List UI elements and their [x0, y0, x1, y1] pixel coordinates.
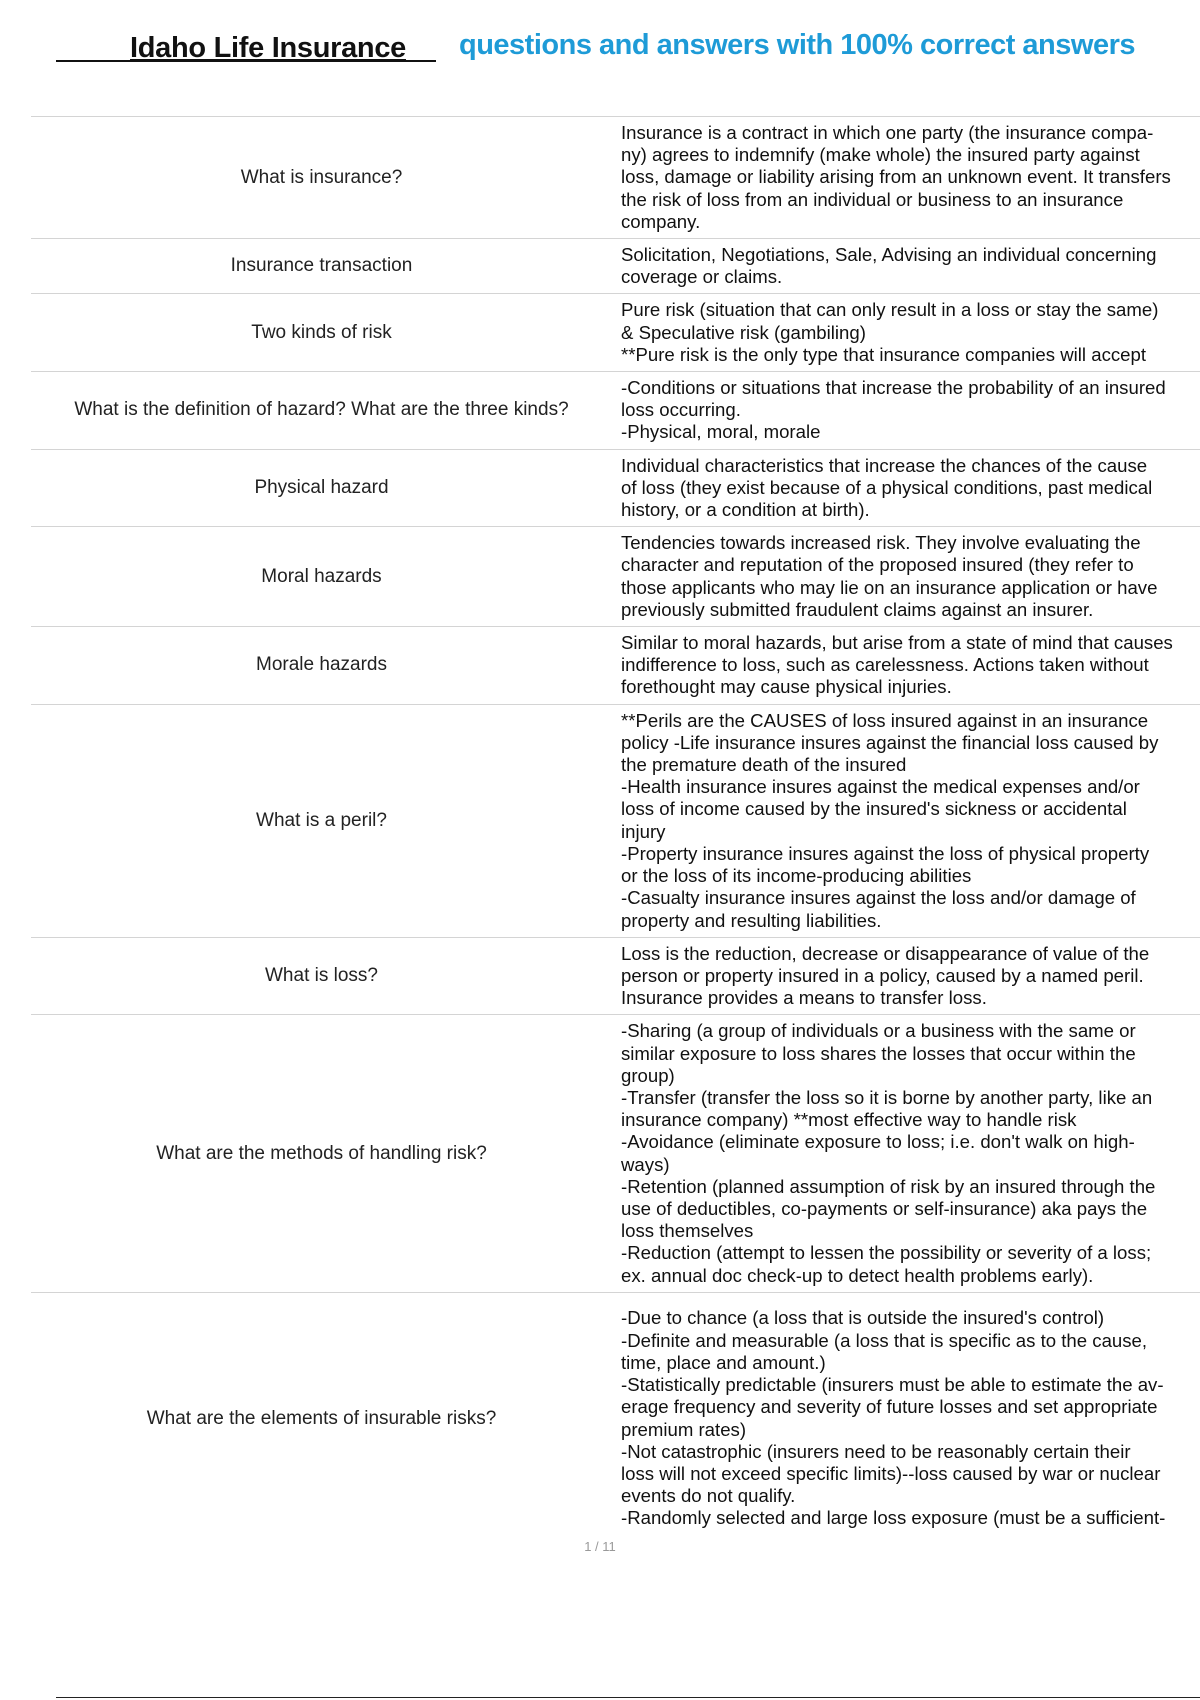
answer-cell: Loss is the reduction, decrease or disappearance of value of the person or property insured in a policy, caused by a named peril. Insurance provides a means to transfer loss. — [612, 937, 1200, 1015]
qa-row — [31, 449, 1200, 527]
qa-row — [31, 704, 1200, 937]
bottom-divider — [56, 1697, 1200, 1698]
page-indicator: 1 / 11 — [584, 1539, 616, 1554]
qa-row — [31, 627, 1200, 705]
document-title: Idaho Life Insurance — [130, 32, 406, 64]
page-header — [56, 26, 1156, 70]
answer-cell: Solicitation, Negotiations, Sale, Advising an individual concerning coverage or claims. — [612, 239, 1200, 294]
answer-cell: -Due to chance (a loss that is outside the insured's control) -Definite and measurable (a loss that is specific as to the cause, time, place and amount.) -Statistically predictable (insurers must be able to estimate the av- erage frequency and severity of future losses and set appropriate premium rates) -Not catastrophic (insurers need to be reasonably certain their loss will not exceed specific limits)--loss caused by war or nuclear events do not qualify. -Randomly selected and large loss exposure (must be a sufficient- — [612, 1292, 1200, 1544]
question-cell: What are the elements of insurable risks? — [31, 1292, 612, 1544]
answer-cell: Individual characteristics that increase the chances of the cause of loss (they exist because of a physical conditions, past medical history, or a condition at birth). — [612, 449, 1200, 527]
question-cell: Morale hazards — [31, 627, 612, 705]
question-cell: What is a peril? — [31, 704, 612, 937]
qa-row — [31, 1015, 1200, 1292]
qa-row — [31, 527, 1200, 627]
qa-row — [31, 239, 1200, 294]
answer-cell: -Sharing (a group of individuals or a business with the same or similar exposure to loss shares the losses that occur within the group) -Transfer (transfer the loss so it is borne by another party, like an insurance company) **most effective way to handle risk -Avoidance (eliminate exposure to loss; i.e. don't walk on high- ways) -Retention (planned assumption of risk by an insured through the use of deductibles, co-payments or self-insurance) aka pays the loss themselves -Reduction (attempt to lessen the possibility or severity of a loss; ex. annual doc check-up to detect health problems early). — [612, 1015, 1200, 1292]
question-cell: Insurance transaction — [31, 239, 612, 294]
qa-row — [31, 117, 1200, 239]
answer-cell: Pure risk (situation that can only result in a loss or stay the same) & Speculative risk (gambiling) **Pure risk is the only type that insurance companies will accept — [612, 294, 1200, 372]
question-cell: Physical hazard — [31, 449, 612, 527]
question-cell: What is the definition of hazard? What are the three kinds? — [31, 372, 612, 450]
qa-row — [31, 294, 1200, 372]
qa-row — [31, 937, 1200, 1015]
answer-cell: **Perils are the CAUSES of loss insured against in an insurance policy -Life insurance insures against the financial loss caused by the premature death of the insured -Health insurance insures against the medical expenses and/or loss of income caused by the insured's sickness or accidental injury -Property insurance insures against the loss of physical property or the loss of its income-producing abilities -Casualty insurance insures against the loss and/or damage of property and resulting liabilities. — [612, 704, 1200, 937]
question-cell: What is loss? — [31, 937, 612, 1015]
question-cell: What is insurance? — [31, 117, 612, 239]
qa-row — [31, 1292, 1200, 1544]
answer-cell: Similar to moral hazards, but arise from a state of mind that causes indifference to loss, such as carelessness. Actions taken without forethought may cause physical injuries. — [612, 627, 1200, 705]
question-cell: What are the methods of handling risk? — [31, 1015, 612, 1292]
answer-cell: Insurance is a contract in which one party (the insurance compa- ny) agrees to indemnify (make whole) the insured party against loss, damage or liability arising from an unknown event. It transfers the risk of loss from an individual or business to an insurance company. — [612, 117, 1200, 239]
answer-cell: Tendencies towards increased risk. They involve evaluating the character and reputation of the proposed insured (they refer to those applicants who may lie on an insurance application or have previously submitted fraudulent claims against an insurer. — [612, 527, 1200, 627]
document-subtitle: questions and answers with 100% correct answers — [459, 29, 1135, 61]
qa-table — [31, 116, 1200, 1544]
question-cell: Two kinds of risk — [31, 294, 612, 372]
answer-cell: -Conditions or situations that increase the probability of an insured loss occurring. -Physical, moral, morale — [612, 372, 1200, 450]
question-cell: Moral hazards — [31, 527, 612, 627]
qa-row — [31, 372, 1200, 450]
